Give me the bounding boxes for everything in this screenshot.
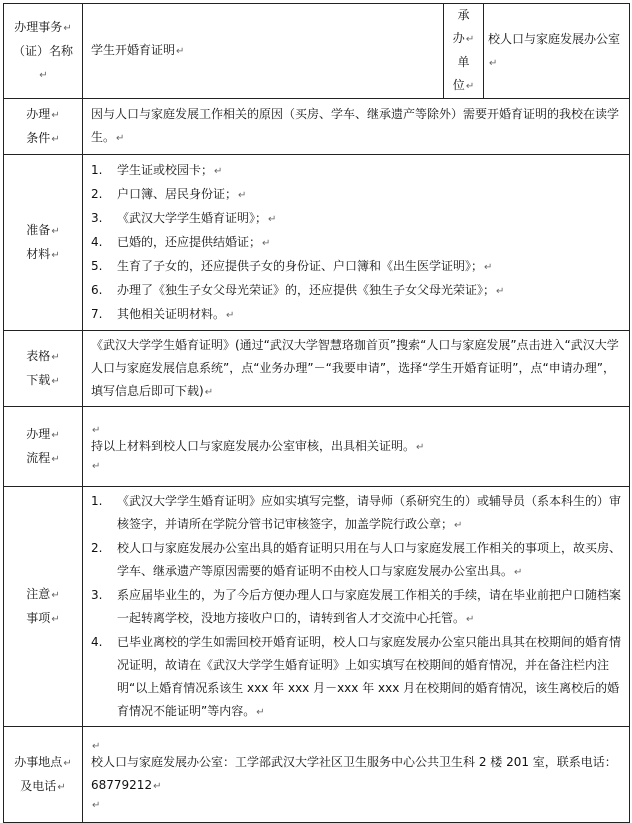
conditions-label: 办理↵ 条件↵ — [4, 99, 83, 155]
notes-label: 注意↵ 事项↵ — [4, 487, 83, 727]
list-item: 3. 系应届毕业生的，为了今后方便办理人口与家庭发展工作相关的手续，请在毕业前把户口随档案一起转离学校，没地方接收户口的，请转到省人才交流中心托管。↵ — [91, 587, 622, 625]
list-item: 2. 户口簿、居民身份证；↵ — [91, 186, 247, 201]
unit-label: 承办↵ 单位↵ — [444, 4, 484, 99]
list-item: 6. 办理了《独生子女父母光荣证》的，还应提供《独生子女父母光荣证》；↵ — [91, 282, 505, 297]
contact-text: ↵ 校人口与家庭发展办公室：工学部武汉大学社区卫生服务中心公共卫生科 2 楼 201 室，联系电话：68779212↵ ↵ — [83, 727, 630, 823]
list-item: 7. 其他相关证明材料。↵ — [91, 306, 235, 321]
contact-label: 办事地点↵ 及电话↵ — [4, 727, 83, 823]
form-download-text: 《武汉大学学生婚育证明》(通过“武汉大学智慧珞珈首页”搜索“人口与家庭发展”点击进入“武汉大学人口与家庭发展信息系统”，点“业务办理”－“我要申请”，选择“学生开婚育证明”，点“申请办理”，填写信息后即可下载)↵ — [83, 331, 630, 407]
notes-row — [4, 487, 630, 727]
item-name-value: 学生开婚育证明↵ — [83, 4, 444, 99]
conditions-text: 因与人口与家庭发展工作相关的原因（买房、学车、继承遗产等除外）需要开婚育证明的我校在读学生。↵ — [83, 99, 630, 155]
notes-list-cell — [83, 487, 630, 727]
materials-row — [4, 155, 630, 331]
header-row — [4, 4, 630, 99]
list-item: 4. 已毕业离校的学生如需回校开婚育证明，校人口与家庭发展办公室只能出具其在校期间的婚育情况证明，故请在《武汉大学学生婚育证明》上如实填写在校期间的婚育情况，并在备注栏内注明“以上婚育情况系该生 xxx 年 xxx 月－xxx 年 xxx 月在校期间的婚育情况，该生离校后的婚育情况不能证明”等内容。↵ — [91, 634, 622, 718]
item-name-label: 办理事务↵ （证）名称↵ — [4, 4, 83, 99]
list-item: 5. 生育了子女的，还应提供子女的身份证、户口簿和《出生医学证明》；↵ — [91, 258, 493, 273]
list-item: 1. 学生证或校园卡；↵ — [91, 162, 223, 177]
conditions-row — [4, 99, 630, 155]
form-download-row — [4, 331, 630, 407]
process-row — [4, 407, 630, 487]
notes-list — [91, 490, 621, 724]
process-label: 办理↵ 流程↵ — [4, 407, 83, 487]
materials-list — [91, 159, 621, 327]
list-item: 2. 校人口与家庭发展办公室出具的婚育证明只用在与人口与家庭发展工作相关的事项上，故买房、学车、继承遗产等原因需要的婚育证明不由校人口与家庭发展办公室出具。↵ — [91, 540, 622, 578]
form-download-label: 表格↵ 下载↵ — [4, 331, 83, 407]
service-guide-table — [3, 3, 630, 823]
list-item: 4. 已婚的，还应提供结婚证；↵ — [91, 234, 271, 249]
materials-list-cell — [83, 155, 630, 331]
contact-row — [4, 727, 630, 823]
process-text: ↵ 持以上材料到校人口与家庭发展办公室审核，出具相关证明。↵ ↵ — [83, 407, 630, 487]
materials-label: 准备↵ 材料↵ — [4, 155, 83, 331]
list-item: 1. 《武汉大学学生婚育证明》应如实填写完整，请导师（系研究生的）或辅导员（系本科生的）审核签字，并请所在学院分管书记审核签字，加盖学院行政公章；↵ — [91, 493, 622, 531]
unit-value: 校人口与家庭发展办公室↵ — [484, 4, 630, 99]
list-item: 3. 《武汉大学学生婚育证明》；↵ — [91, 210, 277, 225]
